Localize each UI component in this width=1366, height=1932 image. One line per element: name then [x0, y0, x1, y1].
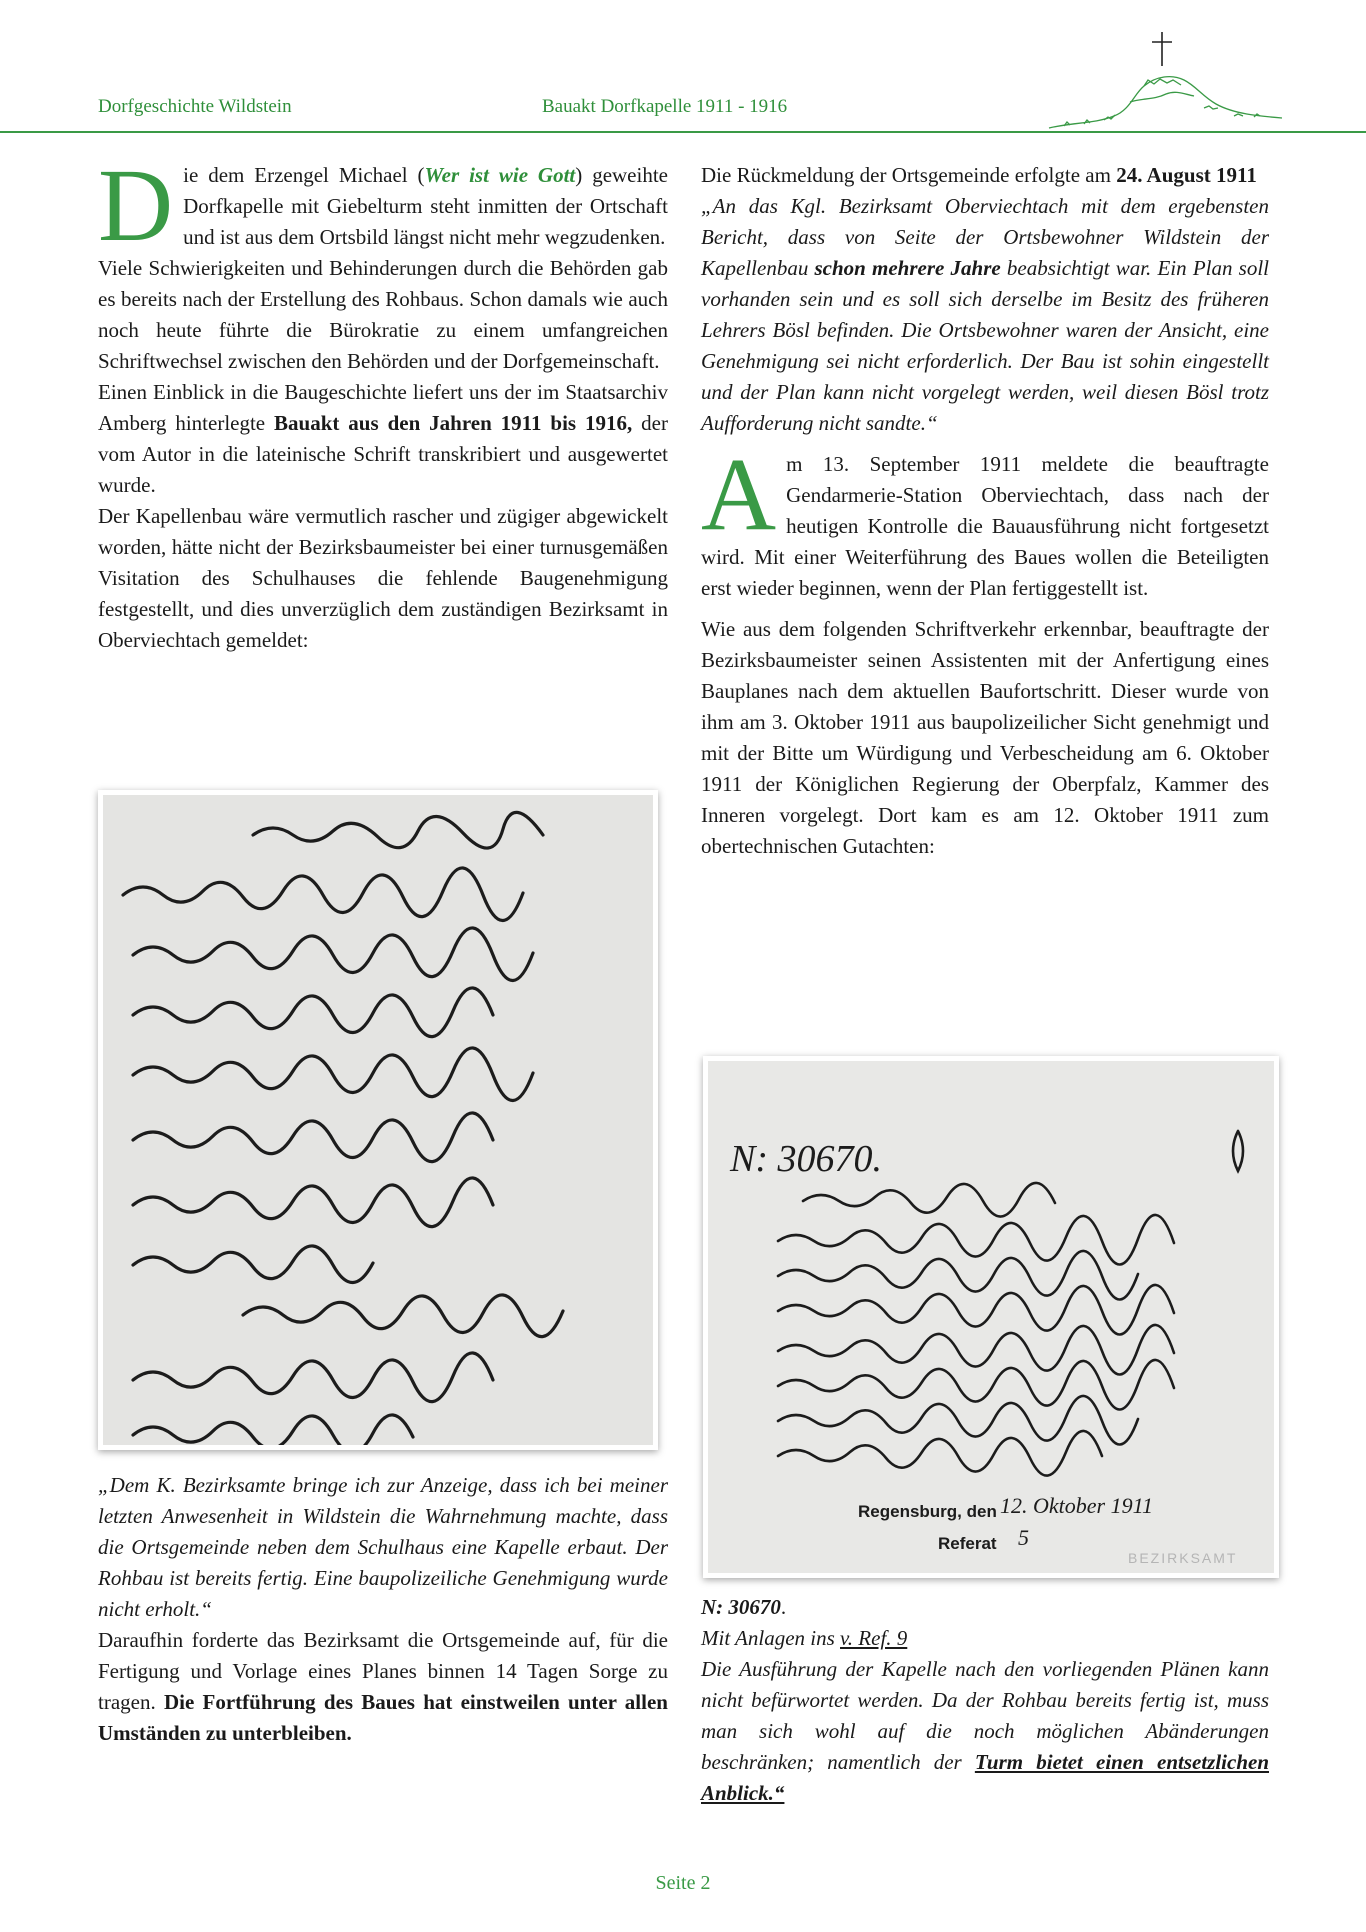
doc-number-handwritten: N: 30670. — [730, 1138, 882, 1180]
paragraph-difficulties: Viele Schwierigkeiten und Behinderungen durch die Behörden gab es bereits nach der Erstellung des Rohbaus. Schon damals wie auch noch heute führte die Bürokratie zu einem umfangreichen Schriftwechsel zwischen den Behörden und der Dorfgemeinschaft. — [98, 256, 668, 373]
dropcap-d: D — [98, 148, 174, 263]
right-column-top — [701, 160, 1269, 862]
header-rule — [0, 131, 1366, 133]
header-left-title: Dorfgeschichte Wildstein — [98, 96, 292, 117]
header-center-title: Bauakt Dorfkapelle 1911 - 1916 — [542, 96, 788, 117]
intro-paragraph: Die dem Erzengel Michael (Wer ist wie Gott) geweihte Dorfkapelle mit Giebelturm steht inmitten der Ortschaft und ist aus dem Ortsbild längst nicht mehr wegzudenken. — [98, 148, 668, 263]
paragraph-response: Die Rückmeldung der Ortsgemeinde erfolgte am 24. August 1911 — [701, 163, 1257, 187]
stamp-city: Regensburg, den — [858, 1502, 997, 1521]
stamp-date: 12. Oktober 1911 — [1000, 1493, 1153, 1518]
paragraph-archive: Einen Einblick in die Baugeschichte liefert uns der im Staatsarchiv Amberg hinterlegte Bauakt aus den Jahren 1911 bis 1916, der vom Autor in die lateinische Schrift transkribiert und ausgewertet wurde. — [98, 380, 668, 497]
paragraph-demand: Daraufhin forderte das Bezirksamt die Ortsgemeinde auf, für die Fertigung und Vorlage eines Planes binnen 14 Tagen Sorge zu tragen. Die Fortführung des Baues hat einstweilen unter allen Umständen zu unterbleiben. — [98, 1628, 668, 1745]
left-column-bottom — [98, 1470, 668, 1749]
ref-line: Mit Anlagen ins v. Ref. 9 — [701, 1626, 908, 1650]
watermark: BEZIRKSAMT — [1128, 1550, 1238, 1566]
paragraph-gendarmerie: Am 13. September 1911 meldete die beauftragte Gendarmerie-Station Oberviechtach, dass nach der heutigen Kontrolle die Bauausführung nicht fortgesetzt wird. Mit einer Weiterführung des Baues wollen die Beteiligten erst wieder beginnen, wenn der Plan fertiggestellt ist. — [701, 437, 1269, 600]
ref-opinion: Die Ausführung der Kapelle nach den vorliegenden Plänen kann nicht befürwortet werden. Da der Rohbau bereits fertig ist, muss man sich wohl auf die noch möglichen Abänderungen beschränken; namentlich der Turm bietet einen entsetzlichen Anblick.“ — [701, 1657, 1269, 1805]
handwritten-letter-photo — [98, 790, 658, 1450]
stamp-referat-number: 5 — [1018, 1525, 1029, 1550]
paragraph-plan: Wie aus dem folgenden Schriftverkehr erkennbar, beauftragte der Bezirksbaumeister seinen Assistenten mit der Anfertigung eines Bauplanes nach dem aktuellen Baufortschritt. Dieser wurde von ihm am 3. Oktober 1911 aus baupolizeilicher Sicht genehmigt und mit der Bitte um Würdigung und Verbescheidung am 6. Oktober 1911 der Königlichen Regierung der Oberpfalz, Kammer des Inneren vorgelegt. Dort kam es am 12. Oktober 1911 zum obertechnischen Gutachten: — [701, 617, 1269, 858]
left-column-top — [98, 148, 668, 656]
official-document-photo — [703, 1056, 1279, 1578]
right-column-bottom — [701, 1592, 1269, 1809]
dropcap-a: A — [701, 437, 777, 552]
page-number: Seite 2 — [655, 1872, 711, 1894]
highlight-wer-ist-wie-gott: Wer ist wie Gott — [424, 163, 576, 187]
hill-cross-logo — [1044, 24, 1284, 136]
ref-number: N: 30670. — [701, 1595, 787, 1619]
stamp-referat: Referat — [938, 1534, 997, 1553]
quote-community: „An das Kgl. Bezirksamt Oberviechtach mit dem ergebensten Bericht, dass von Seite der Ortsbewohner Wildstein der Kapellenbau schon mehrere Jahre beabsichtigt war. Ein Plan soll vorhanden sein und es soll sich derselbe im Besitz des früheren Lehrers Bösl befinden. Die Ortsbewohner waren der Ansicht, eine Genehmigung sei nicht erforderlich. Der Bau ist sohin eingestellt und der Plan kann nicht vorgelegt werden, weil diesen Bösl trotz Aufforderung nicht sandte.“ — [701, 194, 1269, 435]
paragraph-visitation: Der Kapellenbau wäre vermutlich rascher und zügiger abgewickelt worden, hätte nicht der Bezirksbaumeister bei einer turnusgemäßen Visitation des Schulhauses die fehlende Baugenehmigung festgestellt, und dies unverzüglich dem zuständigen Bezirksamt in Oberviechtach gemeldet: — [98, 504, 668, 652]
quote-bezirksamt: „Dem K. Bezirksamte bringe ich zur Anzeige, dass ich bei meiner letzten Anwesenheit in Wildstein die Wahrnehmung machte, dass die Ortsgemeinde neben dem Schulhaus eine Kapelle erbaut. Der Rohbau ist bereits fertig. Eine baupolizeiliche Genehmigung wurde nicht erholt.“ — [98, 1473, 668, 1621]
